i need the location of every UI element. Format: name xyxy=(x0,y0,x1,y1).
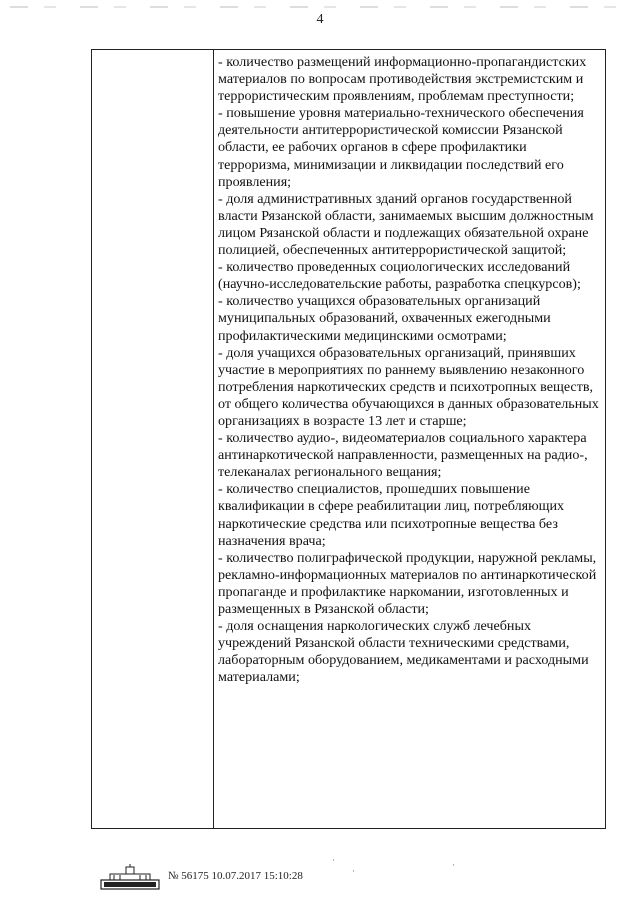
list-item: - количество специалистов, прошедших повышение квалификации в сфере реабилитации лиц, потребляющих наркотические средства или психотропные вещества без назначения врача; xyxy=(218,481,565,549)
scan-speck: · xyxy=(352,866,355,876)
list-item: - количество полиграфической продукции, наружной рекламы, рекламно-информационных материалов по антинаркотической пропаганде и профилактике наркомании, изготовленных и размещенных в Рязанской области; xyxy=(218,549,597,617)
list-item: - количество аудио-, видеоматериалов социального характера антинаркотической направленности, размещенных на радио-, телеканалах регионального вещания; xyxy=(218,430,588,481)
list-item: - доля оснащения наркологических служб лечебных учреждений Рязанской области техническими средствами, лабораторным оборудованием, медикаментами и расходными материалами; xyxy=(218,618,589,686)
table-left-column xyxy=(92,50,214,828)
list-item: - доля учащихся образовательных организаций, принявших участие в мероприятиях по раннему выявлению незаконного потребления наркотических средств и психотропных веществ, от общего количества обучающихся в данных образовательных организациях в возрасте 13 лет и старше; xyxy=(218,344,599,429)
list-item: - повышение уровня материально-технического обеспечения деятельности антитеррористической комиссии Рязанской области, ее рабочих органов в сфере профилактики терроризма, минимизации и ликвидации последствий его проявления; xyxy=(218,105,584,190)
list-item: - количество учащихся образовательных организаций муниципальных образований, охваченных ежегодными профилактическими медицинскими осмотрами; xyxy=(218,293,551,344)
table-right-column xyxy=(214,50,605,828)
list-item: - количество проведенных социологических исследований (научно-исследовательские работы, разработка спецкурсов); xyxy=(218,259,581,293)
list-item: - количество размещений информационно-пропагандистских материалов по вопросам противодействия экстремистским и террористическим проявлениям, проблемам преступности; xyxy=(218,54,587,105)
footer xyxy=(100,864,400,892)
scan-speck: · xyxy=(332,855,335,865)
scan-speck: · xyxy=(452,860,455,870)
document-registration-stamp: № 56175 10.07.2017 15:10:28 xyxy=(168,870,303,882)
content-table xyxy=(91,49,606,829)
list-item: - доля административных зданий органов государственной власти Рязанской области, занимаемых высшим должностным лицом Рязанской области и подлежащих обязательной охране полицией, обеспеченных антитеррористической защитой; xyxy=(218,190,594,259)
government-building-stamp-icon xyxy=(100,864,160,890)
scan-artifact-line xyxy=(10,6,630,8)
page-number: 4 xyxy=(316,12,324,27)
